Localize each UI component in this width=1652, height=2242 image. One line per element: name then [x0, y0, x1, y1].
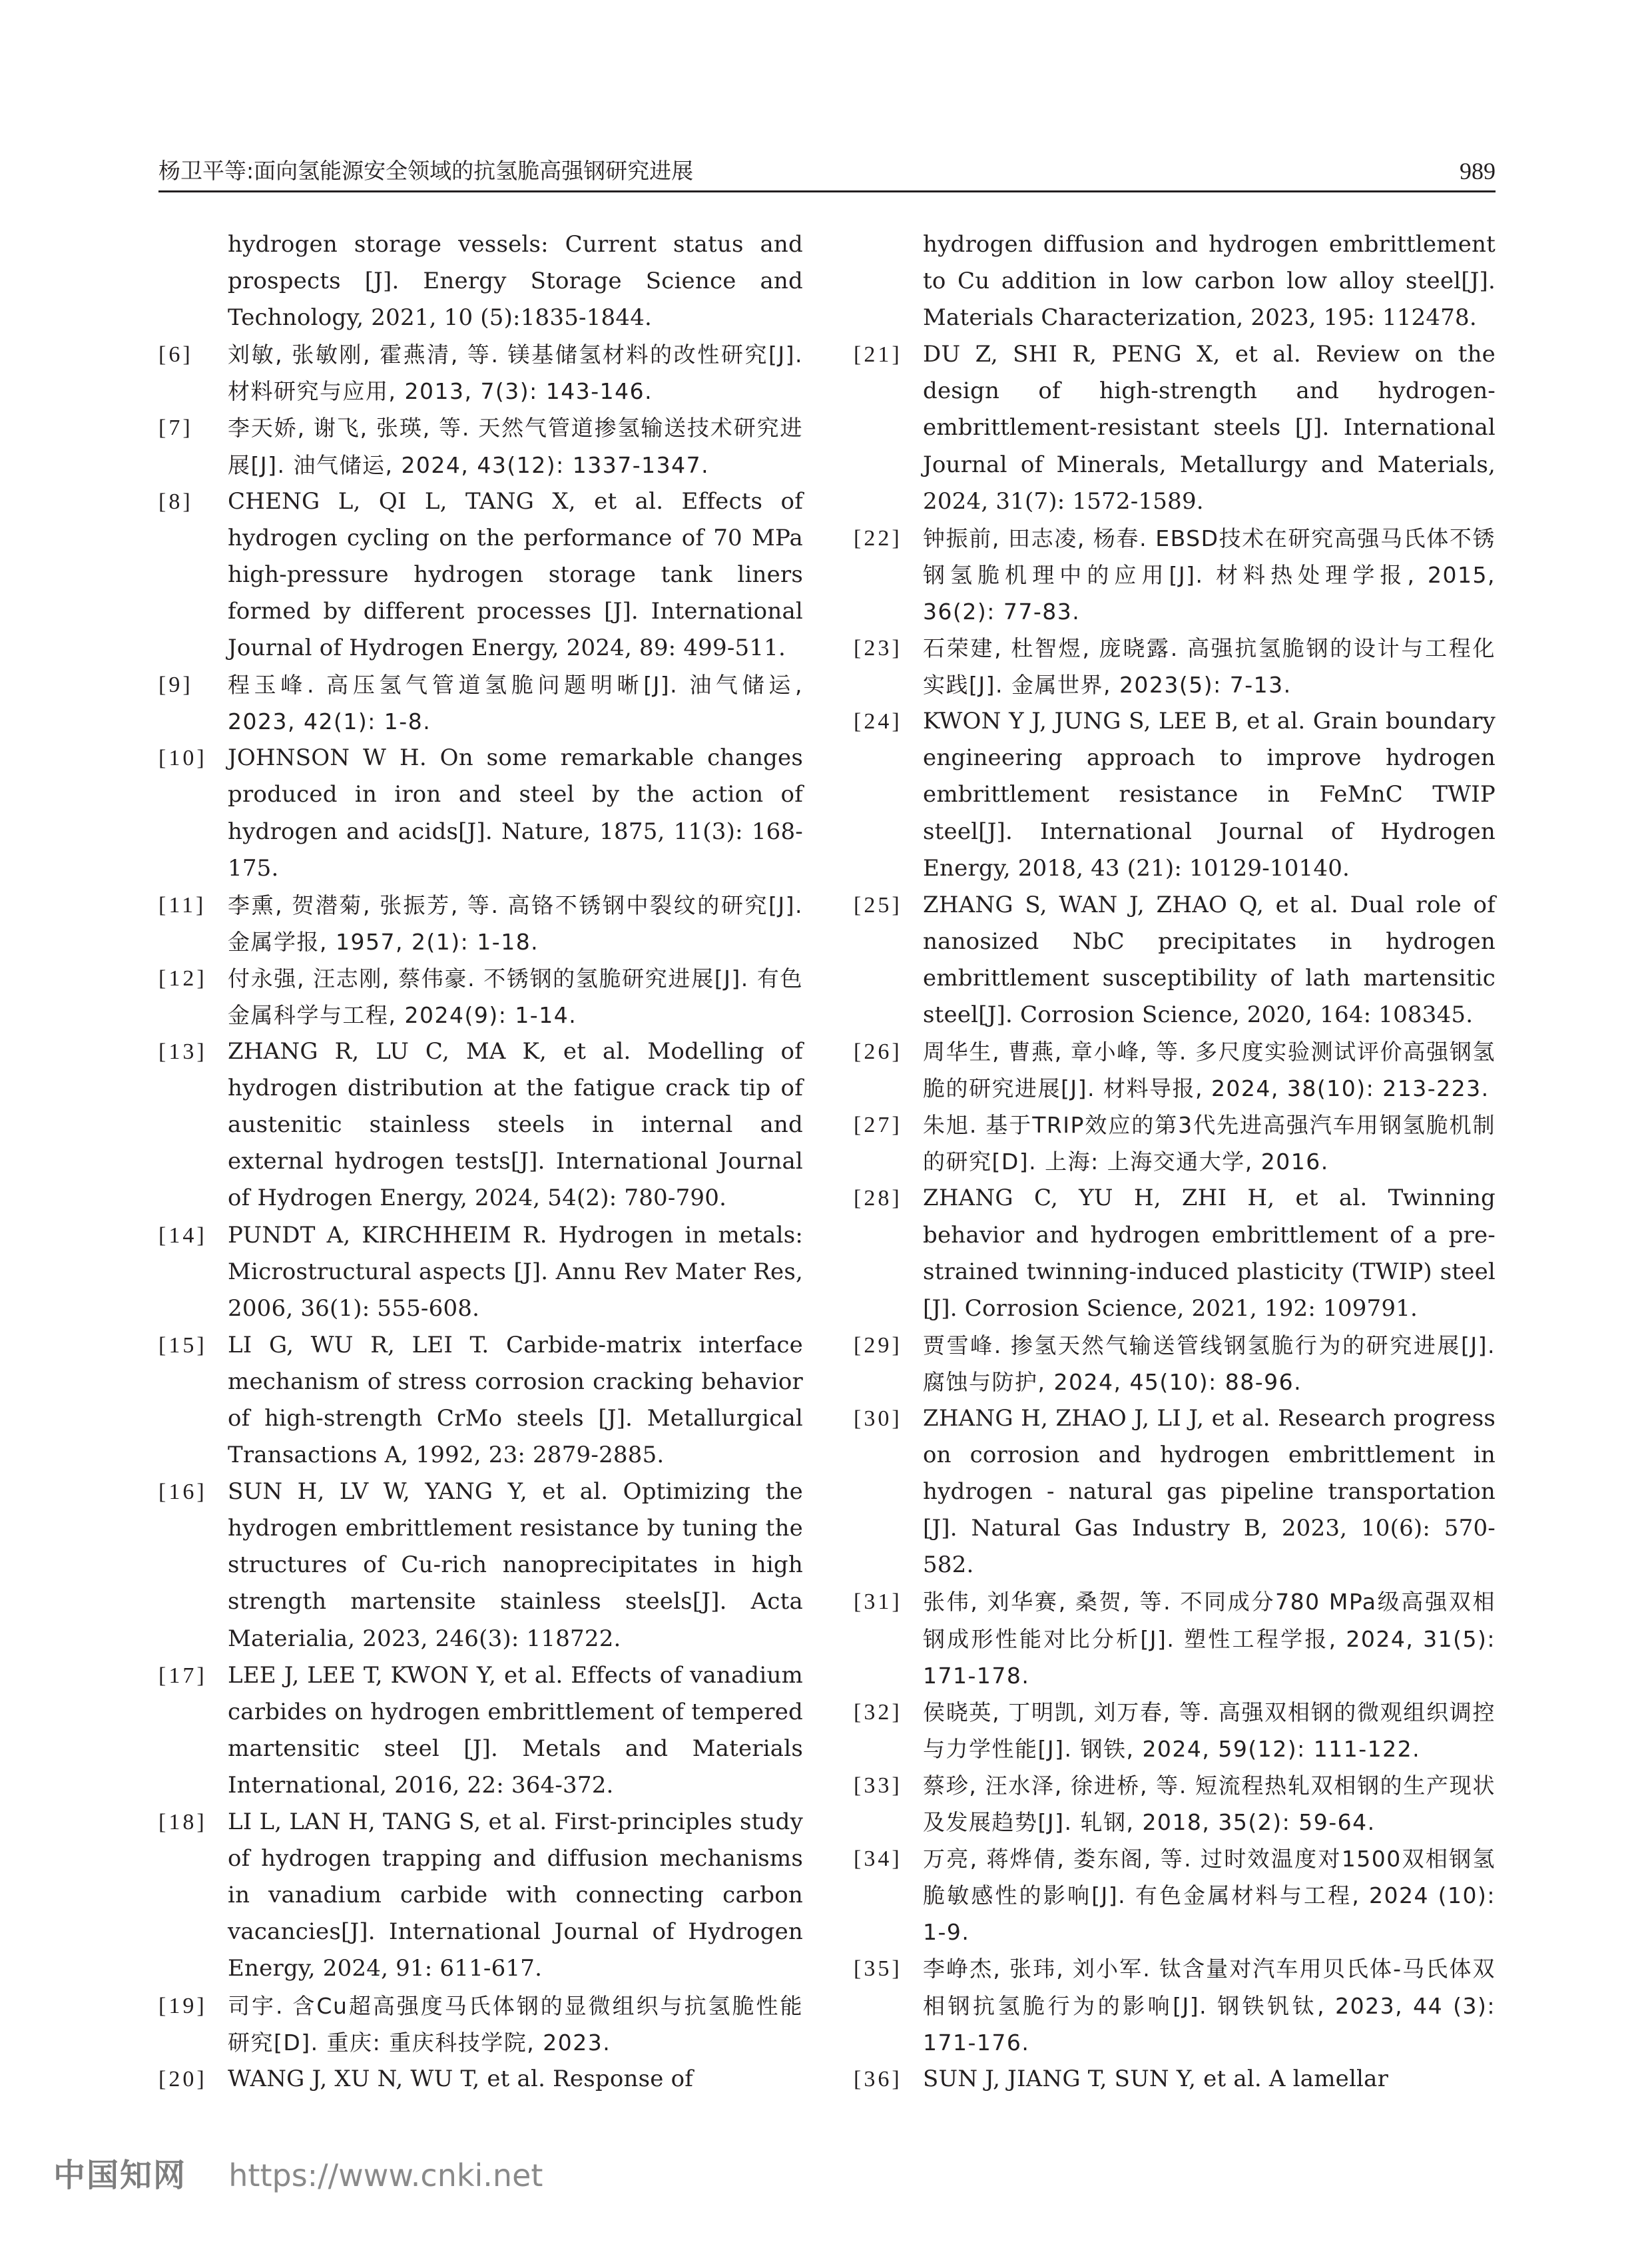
reference-item	[158, 1657, 803, 1804]
reference-text: PUNDT A, KIRCHHEIM R. Hydrogen in metals: Microstructural aspects [J]. Annu Rev Mater Res, 2006, 36(1): 555-608.	[228, 1221, 803, 1322]
reference-number: [8]	[158, 489, 193, 514]
reference-text: 钟振前, 田志凌, 杨春. EBSD技术在研究高强马氏体不锈钢氢脆机理中的应用[J]. 材料热处理学报, 2015, 36(2): 77-83.	[923, 525, 1496, 625]
reference-item	[158, 483, 803, 667]
reference-number: [24]	[854, 709, 902, 734]
reference-number: [28]	[854, 1186, 902, 1211]
reference-item	[854, 336, 1496, 519]
reference-number: [18]	[158, 1810, 207, 1835]
reference-text: hydrogen diffusion and hydrogen embrittlement to Cu addition in low carbon low alloy steel[J]. Materials Characterization, 2023, 195: 112478.	[923, 231, 1496, 332]
running-head	[158, 152, 1496, 192]
reference-item	[158, 1033, 803, 1217]
reference-text: 周华生, 曹燕, 章小峰, 等. 多尺度实验测试评价高强钢氢脆的研究进展[J]. 材料导报, 2024, 38(10): 213-223.	[923, 1039, 1496, 1102]
reference-text: WANG J, XU N, WU T, et al. Response of	[228, 2065, 694, 2092]
reference-number: [26]	[854, 1039, 902, 1065]
reference-number: [35]	[854, 1956, 902, 1982]
reference-item	[854, 520, 1496, 630]
reference-text: SUN J, JIANG T, SUN Y, et al. A lamellar	[923, 2065, 1389, 2092]
reference-item	[854, 1400, 1496, 1583]
reference-text: 李熏, 贺潜菊, 张振芳, 等. 高铬不锈钢中裂纹的研究[J]. 金属学报, 1957, 2(1): 1-18.	[228, 892, 803, 955]
cnki-url[interactable]: https://www.cnki.net	[228, 2157, 543, 2193]
reference-item	[158, 1804, 803, 1987]
reference-item	[158, 1217, 803, 1327]
reference-number: [32]	[854, 1699, 902, 1725]
reference-number: [10]	[158, 746, 207, 771]
reference-item	[854, 1767, 1496, 1840]
reference-item	[158, 887, 803, 960]
reference-text: 蔡珍, 汪水泽, 徐进桥, 等. 短流程热轧双相钢的生产现状及发展趋势[J]. 轧钢, 2018, 35(2): 59-64.	[923, 1772, 1496, 1836]
reference-number: [14]	[158, 1223, 207, 1248]
reference-item	[158, 410, 803, 483]
reference-text: 朱旭. 基于TRIP效应的第3代先进高强汽车用钢氢脆机制的研究[D]. 上海: 上海交通大学, 2016.	[923, 1112, 1496, 1175]
reference-number: [19]	[158, 1993, 207, 2018]
reference-item	[158, 960, 803, 1033]
reference-item	[158, 740, 803, 886]
reference-number: [27]	[854, 1113, 902, 1138]
reference-item	[158, 226, 803, 336]
reference-number: [29]	[854, 1332, 902, 1358]
reference-item	[854, 1840, 1496, 1950]
reference-item	[158, 1474, 803, 1657]
reference-text: LI L, LAN H, TANG S, et al. First-principles study of hydrogen trapping and diffusion mechanisms in vanadium carbide with connecting carbon vacancies[J]. International Journal of Hydrogen Energy, 2024, 91: 611-617.	[228, 1809, 803, 1982]
reference-text: 刘敏, 张敏刚, 霍燕清, 等. 镁基储氢材料的改性研究[J]. 材料研究与应用, 2013, 7(3): 143-146.	[228, 342, 803, 405]
reference-item	[854, 226, 1496, 336]
reference-number: [36]	[854, 2066, 902, 2092]
reference-text: 贾雪峰. 掺氢天然气输送管线钢氢脆行为的研究进展[J]. 腐蚀与防护, 2024, 45(10): 88-96.	[923, 1332, 1496, 1395]
reference-item	[158, 1327, 803, 1474]
reference-text: 李峥杰, 张玮, 刘小军. 钛含量对汽车用贝氏体-马氏体双相钢抗氢脆行为的影响[J]. 钢铁钒钛, 2023, 44 (3): 171-176.	[923, 1956, 1496, 2056]
reference-number: [9]	[158, 673, 193, 698]
cnki-watermark[interactable]	[53, 2149, 543, 2195]
reference-text: SUN H, LV W, YANG Y, et al. Optimizing the hydrogen embrittlement resistance by tuning the structures of Cu-rich nanoprecipitates in high strength martensite stainless steels[J]. Acta Materialia, 2023, 246(3): 118722.	[228, 1478, 803, 1652]
reference-text: 程玉峰. 高压氢气管道氢脆问题明晰[J]. 油气储运, 2023, 42(1): 1-8.	[228, 672, 803, 735]
reference-text: ZHANG R, LU C, MA K, et al. Modelling of hydrogen distribution at the fatigue crack tip of austenitic stainless steels in internal and external hydrogen tests[J]. International Journal of Hydrogen Energy, 2024, 54(2): 780-790.	[228, 1038, 803, 1212]
references-left-column	[158, 226, 803, 2098]
page-number: 989	[1460, 158, 1496, 184]
reference-text: LEE J, LEE T, KWON Y, et al. Effects of vanadium carbides on hydrogen embrittlement of tempered martensitic steel [J]. Metals and Materials International, 2016, 22: 364-372.	[228, 1661, 803, 1799]
reference-number: [12]	[158, 966, 207, 991]
reference-number: [25]	[854, 892, 902, 918]
reference-number: [13]	[158, 1039, 207, 1065]
reference-number: [23]	[854, 636, 902, 661]
reference-number: [31]	[854, 1589, 902, 1615]
reference-item	[854, 2061, 1496, 2098]
reference-text: JOHNSON W H. On some remarkable changes produced in iron and steel by the action of hydrogen and acids[J]. Nature, 1875, 11(3): 168-175.	[228, 744, 803, 882]
reference-text: CHENG L, QI L, TANG X, et al. Effects of hydrogen cycling on the performance of 70 MPa high-pressure hydrogen storage tank liners formed by different processes [J]. International Journal of Hydrogen Energy, 2024, 89: 499-511.	[228, 487, 803, 662]
references-right-column	[854, 226, 1496, 2098]
reference-item	[158, 2061, 803, 2098]
reference-item	[854, 703, 1496, 886]
reference-item	[854, 1694, 1496, 1767]
reference-number: [15]	[158, 1332, 207, 1358]
reference-item	[854, 1583, 1496, 1693]
reference-number: [34]	[854, 1846, 902, 1872]
reference-text: 付永强, 汪志刚, 蔡伟豪. 不锈钢的氢脆研究进展[J]. 有色金属科学与工程, 2024(9): 1-14.	[228, 965, 803, 1028]
reference-number: [21]	[854, 342, 902, 368]
reference-text: 李天娇, 谢飞, 张瑛, 等. 天然气管道掺氢输送技术研究进展[J]. 油气储运, 2024, 43(12): 1337-1347.	[228, 415, 803, 478]
reference-text: 司宇. 含Cu超高强度马氏体钢的显微组织与抗氢脆性能研究[D]. 重庆: 重庆科技学院, 2023.	[228, 1992, 803, 2056]
reference-number: [30]	[854, 1406, 902, 1431]
reference-text: ZHANG S, WAN J, ZHAO Q, et al. Dual role of nanosized NbC precipitates in hydrogen embrittlement susceptibility of lath martensitic steel[J]. Corrosion Science, 2020, 164: 108345.	[923, 891, 1496, 1028]
reference-text: 张伟, 刘华赛, 桑贺, 等. 不同成分780 MPa级高强双相钢成形性能对比分析[J]. 塑性工程学报, 2024, 31(5): 171-178.	[923, 1589, 1496, 1689]
reference-text: hydrogen storage vessels: Current status and prospects [J]. Energy Storage Science and Technology, 2021, 10 (5):1835-1844.	[228, 231, 803, 332]
reference-number: [6]	[158, 342, 193, 368]
reference-item	[854, 630, 1496, 703]
reference-text: 侯晓英, 丁明凯, 刘万春, 等. 高强双相钢的微观组织调控与力学性能[J]. 钢铁, 2024, 59(12): 111-122.	[923, 1699, 1496, 1762]
reference-text: 万亮, 蒋烨倩, 娄东阁, 等. 过时效温度对1500双相钢氢脆敏感性的影响[J]. 有色金属材料与工程, 2024 (10): 1-9.	[923, 1846, 1496, 1946]
reference-number: [17]	[158, 1663, 207, 1688]
running-title: 杨卫平等:面向氢能源安全领域的抗氢脆高强钢研究进展	[158, 158, 694, 184]
reference-item	[854, 1033, 1496, 1107]
reference-number: [22]	[854, 525, 902, 551]
reference-text: ZHANG H, ZHAO J, LI J, et al. Research progress on corrosion and hydrogen embrittlement in hydrogen - natural gas pipeline transportation [J]. Natural Gas Industry B, 2023, 10(6): 570-582.	[923, 1405, 1496, 1579]
reference-item	[854, 1107, 1496, 1180]
reference-text: KWON Y J, JUNG S, LEE B, et al. Grain boundary engineering approach to improve hydrogen embrittlement resistance in FeMnC TWIP steel[J]. International Journal of Hydrogen Energy, 2018, 43 (21): 10129-10140.	[923, 708, 1496, 882]
reference-number: [20]	[158, 2066, 207, 2092]
reference-item	[158, 667, 803, 740]
reference-number: [11]	[158, 892, 206, 918]
reference-text: LI G, WU R, LEI T. Carbide-matrix interface mechanism of stress corrosion cracking behavior of high-strength CrMo steels [J]. Metallurgical Transactions A, 1992, 23: 2879-2885.	[228, 1331, 803, 1469]
reference-number: [33]	[854, 1773, 902, 1798]
reference-text: 石荣建, 杜智煜, 庞晓露. 高强抗氢脆钢的设计与工程化实践[J]. 金属世界, 2023(5): 7-13.	[923, 635, 1496, 699]
reference-text: DU Z, SHI R, PENG X, et al. Review on the design of high-strength and hydrogen-embrittlement-resistant steels [J]. International Journal of Minerals, Metallurgy and Materials, 2024, 31(7): 1572-1589.	[923, 341, 1496, 515]
reference-item	[854, 887, 1496, 1033]
reference-item	[158, 1988, 803, 2061]
reference-number: [16]	[158, 1480, 207, 1505]
reference-item	[158, 336, 803, 410]
reference-item	[854, 1327, 1496, 1400]
reference-text: ZHANG C, YU H, ZHI H, et al. Twinning behavior and hydrogen embrittlement of a pre-strained twinning-induced plasticity (TWIP) steel [J]. Corrosion Science, 2021, 192: 109791.	[923, 1185, 1496, 1322]
reference-item	[854, 1180, 1496, 1326]
reference-number: [7]	[158, 416, 193, 441]
cnki-logo-text: 中国知网	[53, 2157, 187, 2194]
reference-item	[854, 1950, 1496, 2060]
